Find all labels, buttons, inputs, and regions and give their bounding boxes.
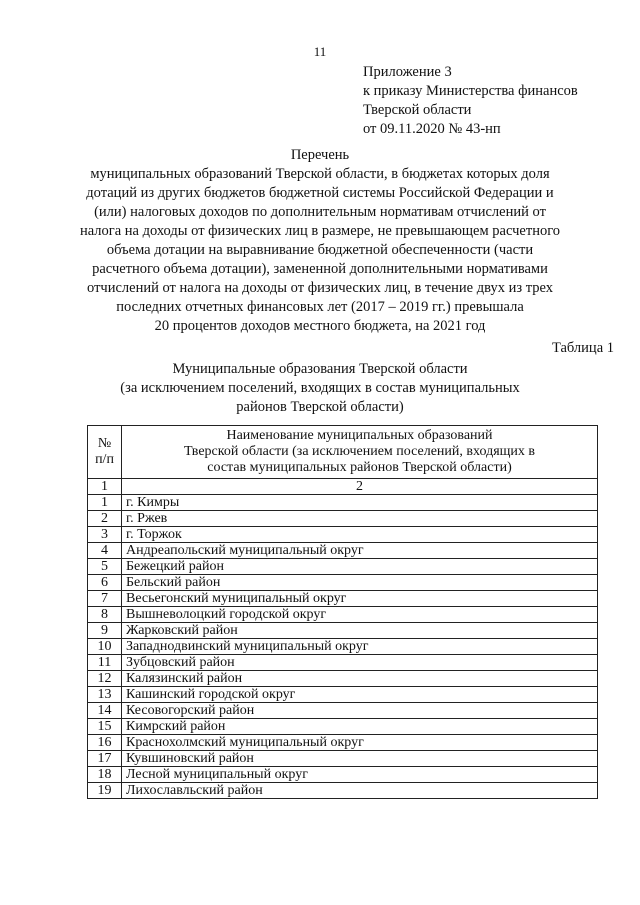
row-number: 15 xyxy=(88,719,122,735)
table-row xyxy=(88,751,598,767)
row-municipality-name: г. Кимры xyxy=(122,495,598,511)
municipalities-table xyxy=(87,425,598,799)
row-number: 17 xyxy=(88,751,122,767)
row-municipality-name: Жарковский район xyxy=(122,623,598,639)
row-number: 11 xyxy=(88,655,122,671)
title-line: налога на доходы от физических лиц в размере, не превышающем расчетного xyxy=(79,223,561,239)
row-number: 2 xyxy=(88,511,122,527)
row-municipality-name: Лесной муниципальный округ xyxy=(122,767,598,783)
row-municipality-name: Вышневолоцкий городской округ xyxy=(122,607,598,623)
title-line: 20 процентов доходов местного бюджета, на 2021 год xyxy=(154,318,486,334)
row-number: 10 xyxy=(88,639,122,655)
appendix-line: Тверской области xyxy=(363,102,472,118)
table-row xyxy=(88,607,598,623)
table-row xyxy=(88,591,598,607)
row-municipality-name: Краснохолмский муниципальный округ xyxy=(122,735,598,751)
table-label: Таблица 1 xyxy=(551,340,614,356)
row-number: 5 xyxy=(88,559,122,575)
row-municipality-name: г. Торжок xyxy=(122,527,598,543)
row-municipality-name: Кесовогорский район xyxy=(122,703,598,719)
row-number: 6 xyxy=(88,575,122,591)
header-name: Наименование муниципальных образований Тверской области (за исключением поселений, входящих в состав муниципальных районов Тверской области) xyxy=(122,426,598,479)
title-line: объема дотации на выравнивание бюджетной обеспеченности (части xyxy=(106,242,534,258)
table-row xyxy=(88,543,598,559)
title-line: дотаций из других бюджетов бюджетной системы Российской Федерации и xyxy=(86,185,554,201)
row-number: 9 xyxy=(88,623,122,639)
row-number: 8 xyxy=(88,607,122,623)
column-index: 1 xyxy=(88,479,122,495)
row-municipality-name: Весьегонский муниципальный округ xyxy=(122,591,598,607)
page-number: 11 xyxy=(313,44,327,59)
table-row xyxy=(88,735,598,751)
row-number: 14 xyxy=(88,703,122,719)
table-row xyxy=(88,527,598,543)
row-number: 7 xyxy=(88,591,122,607)
row-municipality-name: г. Ржев xyxy=(122,511,598,527)
title-heading: Перечень xyxy=(290,147,350,163)
title-line: отчислений от налога на доходы от физических лиц, в течение двух из трех xyxy=(87,280,553,296)
row-number: 4 xyxy=(88,543,122,559)
row-municipality-name: Андреапольский муниципальный округ xyxy=(122,543,598,559)
row-number: 3 xyxy=(88,527,122,543)
document-title xyxy=(60,146,580,336)
title-line: последних отчетных финансовых лет (2017 – 2019 гг.) превышала xyxy=(116,299,524,315)
row-municipality-name: Лихославльский район xyxy=(122,783,598,799)
caption-line: районов Тверской области) xyxy=(236,399,404,415)
table-row xyxy=(88,559,598,575)
appendix-line: Приложение 3 xyxy=(363,64,452,80)
row-number: 12 xyxy=(88,671,122,687)
row-municipality-name: Бельский район xyxy=(122,575,598,591)
table-caption xyxy=(60,360,580,417)
row-municipality-name: Калязинский район xyxy=(122,671,598,687)
table-row xyxy=(88,511,598,527)
table-row xyxy=(88,687,598,703)
table-row xyxy=(88,623,598,639)
table-row xyxy=(88,783,598,799)
caption-line: (за исключением поселений, входящих в состав муниципальных xyxy=(120,380,520,396)
caption-line: Муниципальные образования Тверской области xyxy=(172,361,468,377)
row-municipality-name: Бежецкий район xyxy=(122,559,598,575)
appendix-block xyxy=(363,63,578,139)
table-row xyxy=(88,655,598,671)
row-municipality-name: Зубцовский район xyxy=(122,655,598,671)
table-row xyxy=(88,575,598,591)
row-number: 16 xyxy=(88,735,122,751)
row-number: 1 xyxy=(88,495,122,511)
appendix-line: к приказу Министерства финансов xyxy=(363,83,578,99)
row-municipality-name: Кашинский городской округ xyxy=(122,687,598,703)
row-municipality-name: Кувшиновский район xyxy=(122,751,598,767)
table-header-row xyxy=(88,426,598,479)
appendix-line: от 09.11.2020 № 43-нп xyxy=(363,121,501,137)
row-municipality-name: Западнодвинский муниципальный округ xyxy=(122,639,598,655)
title-line: расчетного объема дотации), замененной дополнительными нормативами xyxy=(92,261,548,277)
column-index-row xyxy=(88,479,598,495)
table-row xyxy=(88,719,598,735)
title-line: (или) налоговых доходов по дополнительным нормативам отчислений от xyxy=(94,204,546,220)
table-row xyxy=(88,639,598,655)
row-number: 13 xyxy=(88,687,122,703)
table-row xyxy=(88,671,598,687)
title-line: муниципальных образований Тверской области, в бюджетах которых доля xyxy=(90,166,550,182)
column-index: 2 xyxy=(122,479,598,495)
table-row xyxy=(88,495,598,511)
row-number: 19 xyxy=(88,783,122,799)
row-municipality-name: Кимрский район xyxy=(122,719,598,735)
row-number: 18 xyxy=(88,767,122,783)
header-number: № п/п xyxy=(88,426,122,479)
table-row xyxy=(88,703,598,719)
table-row xyxy=(88,767,598,783)
